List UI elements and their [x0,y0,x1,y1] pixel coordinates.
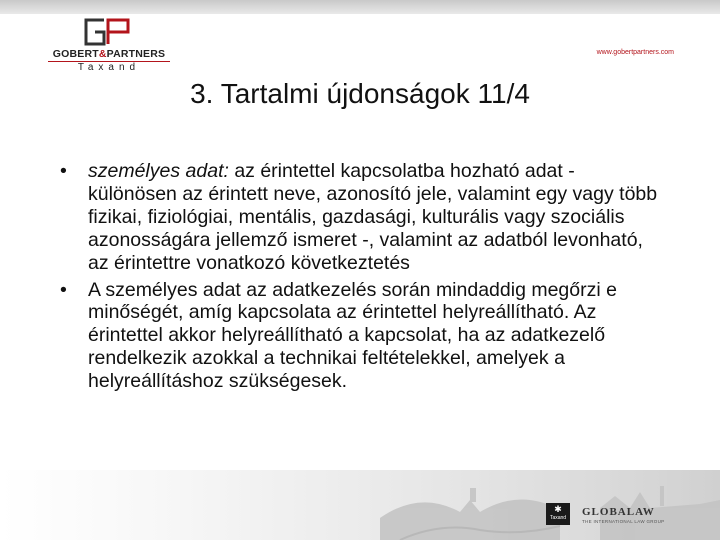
brand-name-pre: GOBERT [52,48,99,60]
brand-name-post: PARTNERS [106,48,166,60]
taxand-mark-icon: ✱ [554,504,562,514]
bullet-marker: • [60,278,67,301]
bullet-text: az érintettel kapcsolatba hozható adat - különösen az érintett neve, azonosító jele, valamint egy vagy több fizikai, fiziológiai, mentális, gazdasági, kulturális vagy szociális azonosságára jellemző ismeret -, valamint az adatból levonható, az érintettre vonatkozó következtetés [88,160,658,274]
company-logo [44,18,174,76]
brand-name-amp: & [98,48,107,60]
bullet-item-1 [60,160,660,275]
bullet-text: A személyes adat az adatkezelés során mindaddig megőrzi e minőségét, amíg kapcsolata az érintettel helyreállítható. Az érintettel akkor helyreállítható a kapcsolat, ha az adatkezelő rendelkezik azokkal a technikai feltételekkel, amelyek a helyreállításhoz szükségesek. [88,278,617,393]
brand-tagline: Taxand [77,62,141,73]
budapest-skyline-image [0,470,720,540]
taxand-badge-label: Taxand [549,515,567,521]
bullet-list [60,160,660,397]
slide-title: 3. Tartalmi újdonságok 11/4 [190,78,530,109]
taxand-badge [546,503,570,525]
brand-name [44,48,174,60]
website-link[interactable]: www.gobertpartners.com [596,49,674,56]
bullet-lead: személyes adat: [88,160,229,182]
footer [0,470,720,540]
gp-logo-icon [84,18,134,46]
bullet-marker: • [60,160,67,182]
globalaw-logo: GLOBALAW [582,506,655,518]
bullet-item-2 [60,279,660,394]
globalaw-tagline: THE INTERNATIONAL LAW GROUP [582,519,665,524]
top-band [0,0,720,14]
